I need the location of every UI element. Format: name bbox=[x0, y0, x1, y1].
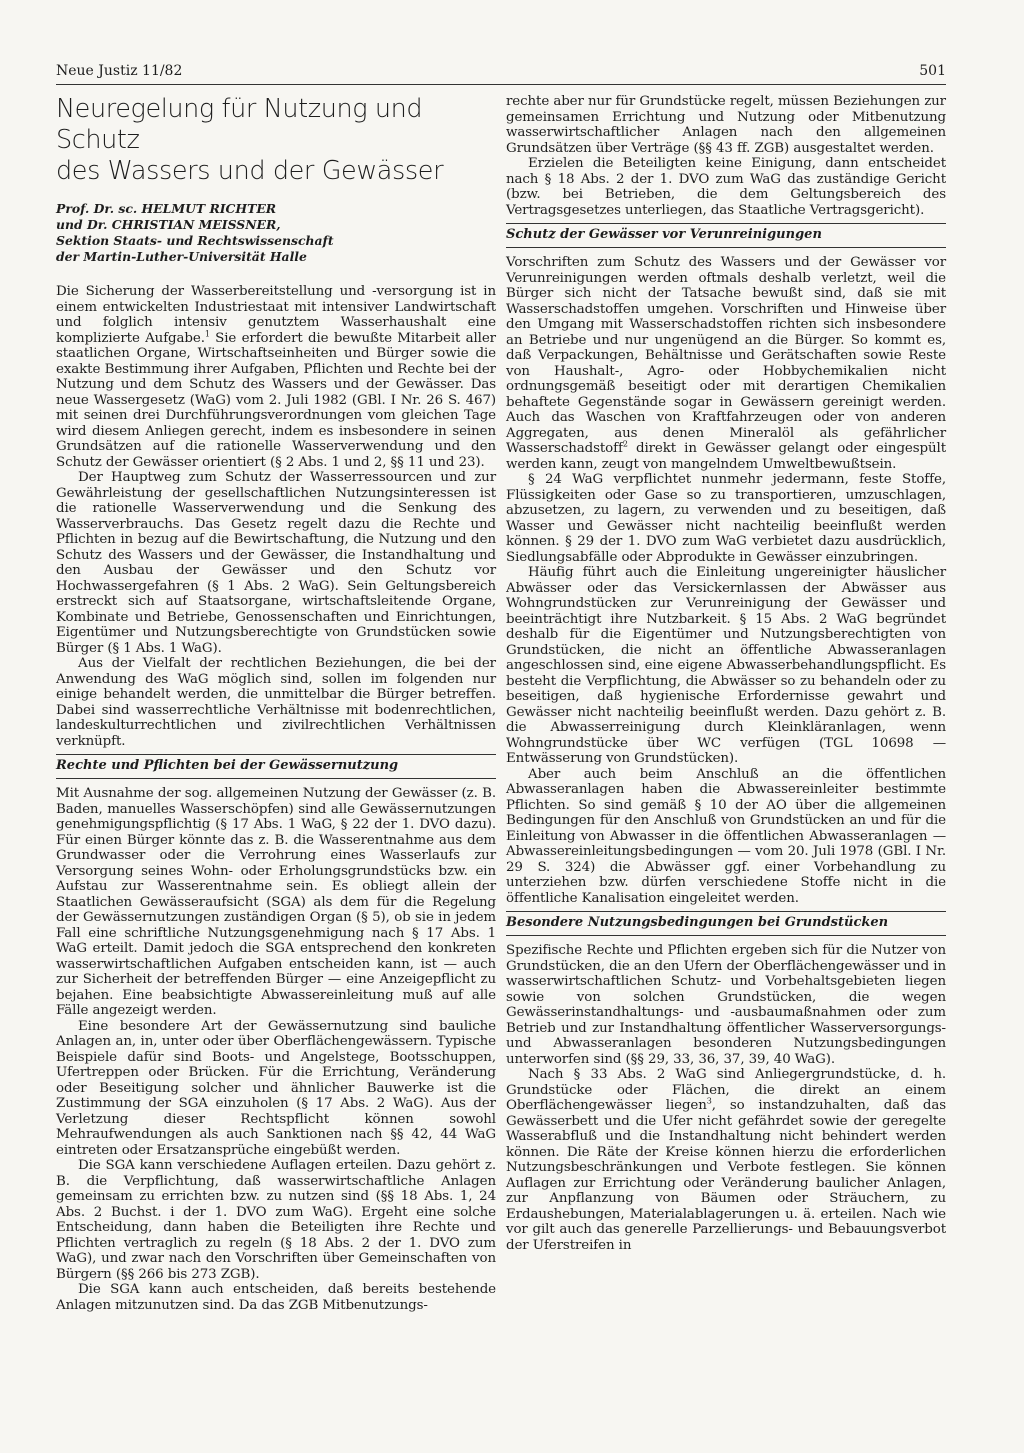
paragraph: Aber auch beim Anschluß an die öffentlichen Abwasseranlagen haben die Abwassereinleiter bestimmte Pflichten. So sind gemäß § 10 der AO über die allgemeinen Bedingungen für den Anschluß von Grundstücken an und für die Einleitung von Abwasser in die öffentlichen Abwasseranlagen — Abwassereinleitungsbedingungen — vom 20. Juli 1978 (GBl. I Nr. 29 S. 324) die Abwässer ggf. einer Vorbehandlung zu unterziehen bzw. dürfen verschiedene Stoffe nicht in die öffentliche Kanalisation eingeleitet werden. bbox=[506, 766, 946, 906]
journal-issue: Neue Justiz 11/82 bbox=[56, 63, 183, 79]
paragraph-text: Sie erfordert die bewußte Mitarbeit aller staatlichen Organe, Wirtschaftseinheiten und Bürger sowie die exakte Bestimmung ihrer Aufgaben, Pflichten und Rechte bei der Nutzung und dem Schutz des Wassers und der Gewässer. Das neue Wassergesetz (WaG) vom 2. Juli 1982 (GBl. I Nr. 26 S. 467) mit seinen drei Durchführungsverordnungen vom gleichen Tage wird diesem Anliegen gerecht, indem es insbesondere in seinen Grundsätzen auf die rationelle Wasserverwendung und den Schutz der Gewässer orientiert (§ 2 Abs. 1 und 2, §§ 11 und 23). bbox=[56, 330, 496, 470]
paragraph: Spezifische Rechte und Pflichten ergeben sich für die Nutzer von Grundstücken, die an den Ufern der Oberflächengewässer und in wasserwirtschaftlichen Schutz- und Vorbehaltsgebieten liegen sowie von solchen Grundstücken, die wegen Gewässerinstandhaltungs- und -ausbaumaßnahmen oder zum Betrieb und zur Instandhaltung öffentlicher Wasserversorgungs- und Abwasseranlagen besonderen Nutzungsbedingungen unterworfen sind (§§ 29, 33, 36, 37, 39, 40 WaG). bbox=[506, 943, 946, 1067]
paragraph: Eine besondere Art der Gewässernutzung sind bauliche Anlagen an, in, unter oder über Oberflächengewässern. Typische Beispiele dafür sind Boots- und Angelstege, Bootsschuppen, Ufertreppen oder Brücken. Für die Errichtung, Veränderung oder Beseitigung solcher und ähnlicher Bauwerke ist die Zustimmung der SGA einzuholen (§ 17 Abs. 2 WaG). Aus der Verletzung dieser Rechtspflicht können sowohl Mehraufwendungen als auch Sanktionen nach §§ 42, 44 WaG eintreten oder Ersatzansprüche eingebüßt werden. bbox=[56, 1018, 496, 1158]
paragraph bbox=[506, 1067, 946, 1253]
title-line-2: des Wassers und der Gewässer bbox=[56, 156, 444, 186]
running-head bbox=[56, 62, 946, 85]
paragraph-text: Die Sicherung der Wasserbereitstellung und -versorgung ist in einem entwickelten Industriestaat mit intensiver Landwirtschaft und folglich intensiv genutztem Wasserhaushalt eine komplizierte Aufgabe. bbox=[56, 284, 496, 346]
paragraph bbox=[506, 255, 946, 472]
author-line: Prof. Dr. sc. HELMUT RICHTER bbox=[56, 201, 277, 216]
paragraph-text: direkt in Gewässer gelangt oder eingespült werden kann, zeugt von mangelndem Umweltbewußtsein. bbox=[506, 441, 946, 472]
paragraph: Aus der Vielfalt der rechtlichen Beziehungen, die bei der Anwendung des WaG möglich sind, sollen im folgenden nur einige behandelt werden, die unmittelbar die Bürger betreffen. Dabei sind wasserrechtliche Verhältnisse mit bodenrechtlichen, landeskulturrechtlichen und zivilrechtlichen Verhältnissen verknüpft. bbox=[56, 656, 496, 749]
article-title bbox=[56, 94, 496, 187]
paragraph: Die SGA kann verschiedene Auflagen erteilen. Dazu gehört z. B. die Verpflichtung, daß wasserwirtschaftliche Anlagen gemeinsam zu errichten bzw. zu nutzen sind (§§ 18 Abs. 1, 24 Abs. 2 Buchst. i der 1. DVO zum WaG). Ergeht eine solche Entscheidung, dann haben die Beteiligten ihre Rechte und Pflichten vertraglich zu regeln (§ 18 Abs. 2 der 1. DVO zum WaG), und zwar nach den Vorschriften über Gemeinschaften von Bürgern (§§ 266 bis 273 ZGB). bbox=[56, 1158, 496, 1282]
page-number: 501 bbox=[919, 63, 946, 79]
left-column bbox=[56, 94, 496, 1313]
paragraph: rechte aber nur für Grundstücke regelt, müssen Beziehungen zur gemeinsamen Errichtung und Nutzung oder Mitbenutzung wasserwirtschaftlicher Anlagen nach den allgemeinen Grundsätzen über Verträge (§§ 43 ff. ZGB) ausgestaltet werden. bbox=[506, 94, 946, 156]
footnote-ref[interactable]: 3 bbox=[706, 1096, 712, 1106]
paragraph-text: Nach § 33 Abs. 2 WaG sind Anliegergrundstücke, d. h. Grundstücke oder Flächen, die direkt an einem Oberflächengewässer liegen bbox=[506, 1067, 946, 1113]
paragraph: Die SGA kann auch entscheiden, daß bereits bestehende Anlagen mitzunutzen sind. Da das ZGB Mitbenutzungs- bbox=[56, 1282, 496, 1313]
paragraph-text: Vorschriften zum Schutz des Wassers und der Gewässer vor Verunreinigungen werden oftmals deshalb verletzt, weil die Bürger sich nicht der Tatsache bewußt sind, daß sie mit Wasserschadstoffen umgehen. Vorschriften und Hinweise über den Umgang mit Wasserschadstoffen richten sich insbesondere an Betriebe und nur ungenügend an die Bürger. So kommt es, daß Verpackungen, Behältnisse und Gerätschaften sowie Reste von Haushalt-, Agro- oder Hobbychemikalien nicht ordnungsgemäß beseitigt oder mit derartigen Chemikalien behaftete Gegenstände sogar in Gewässern gereinigt werden. Auch das Waschen von Kraftfahrzeugen oder von anderen Aggregaten, aus denen Mineralöl als gefährlicher Wasserschadstoff bbox=[506, 255, 946, 456]
footnote-ref[interactable]: 1 bbox=[204, 329, 210, 339]
section-heading: Rechte und Pflichten bei der Gewässernutzung bbox=[56, 754, 496, 779]
paragraph: Mit Ausnahme der sog. allgemeinen Nutzung der Gewässer (z. B. Baden, manuelles Wasserschöpfen) sind alle Gewässernutzungen genehmigungspflichtig (§ 17 Abs. 1 WaG, § 22 der 1. DVO dazu). Für einen Bürger könnte das z. B. die Wasserentnahme aus dem Grundwasser oder die Verrohrung eines Wasserlaufs zur Versorgung seines Wohn- oder Erholungsgrundstücks bzw. ein Aufstau zur Wasserentnahme sein. Es obliegt allein der Staatlichen Gewässeraufsicht (SGA) als dem für die Regelung der Gewässernutzungen zuständigen Organ (§ 5), ob sie in jedem Fall eine schriftliche Nutzungsgenehmigung nach § 17 Abs. 1 WaG erteilt. Damit jedoch die SGA entsprechend den konkreten wasserwirtschaftlichen Aufgaben entscheiden kann, ist — auch zur Sicherheit der betreffenden Bürger — eine Anzeigepflicht zu bejahen. Eine beabsichtigte Abwassereinleitung muß auf alle Fälle angezeigt werden. bbox=[56, 786, 496, 1018]
author-line: Sektion Staats- und Rechtswissenschaft bbox=[56, 233, 334, 248]
author-line: der Martin-Luther-Universität Halle bbox=[56, 249, 307, 264]
paragraph: § 24 WaG verpflichtet nunmehr jedermann, feste Stoffe, Flüssigkeiten oder Gase so zu transportieren, umzuschlagen, abzusetzen, zu lagern, zu verwenden und zu beseitigen, daß Wasser und Gewässer nicht nachteilig beeinflußt werden können. § 29 der 1. DVO zum WaG verbietet dazu ausdrücklich, Siedlungsabfälle oder Abprodukte in Gewässer einzubringen. bbox=[506, 472, 946, 565]
paragraph: Der Hauptweg zum Schutz der Wasserressourcen und zur Gewährleistung der gesellschaftlichen Nutzungsinteressen ist die rationelle Wasserverwendung und die Senkung des Wasserverbrauchs. Das Gesetz regelt dazu die Rechte und Pflichten in bezug auf die Bewirtschaftung, die Nutzung und den Schutz des Wassers und der Gewässer, die Instandhaltung und den Ausbau der Gewässer und den Schutz vor Hochwassergefahren (§ 1 Abs. 2 WaG). Sein Geltungsbereich erstreckt sich auf Staatsorgane, wirtschaftsleitende Organe, Kombinate und Betriebe, Genossenschaften und Einrichtungen, Eigentümer und Nutzungsberechtigte von Grundstücken sowie Bürger (§ 1 Abs. 1 WaG). bbox=[56, 470, 496, 656]
title-line-1: Neuregelung für Nutzung und Schutz bbox=[56, 94, 423, 155]
paragraph: Häufig führt auch die Einleitung ungereinigter häuslicher Abwässer oder das Versickernlassen der Abwässer aus Wohngrundstücken zur Verunreinigung der Gewässer und beeinträchtigt ihre Nutzbarkeit. § 15 Abs. 2 WaG begründet deshalb für die Eigentümer und Nutzungsberechtigten von Grundstücken, die nicht an öffentliche Abwasseranlagen angeschlossen sind, eine eigene Abwasserbehandlungspflicht. Es besteht die Verpflichtung, die Abwässer so zu behandeln oder zu beseitigen, daß hygienische Erfordernisse gewahrt und Gewässer nicht nachteilig beeinflußt werden. Dazu gehört z. B. die Abwasserreinigung durch Kleinkläranlagen, wenn Wohngrundstücke über WC verfügen (TGL 10698 — Entwässerung von Grundstücken). bbox=[506, 565, 946, 766]
author-line: und Dr. CHRISTIAN MEISSNER, bbox=[56, 217, 281, 232]
paragraph bbox=[56, 284, 496, 470]
right-column bbox=[506, 94, 946, 1253]
section-heading: Besondere Nutzungsbedingungen bei Grundstücken bbox=[506, 911, 946, 936]
paragraph: Erzielen die Beteiligten keine Einigung, dann entscheidet nach § 18 Abs. 2 der 1. DVO zum WaG das zuständige Gericht (bzw. bei Betrieben, die dem Geltungsbereich des Vertragsgesetzes unterliegen, das Staatliche Vertragsgericht). bbox=[506, 156, 946, 218]
author-block bbox=[56, 201, 496, 265]
paragraph-text: , so instandzuhalten, daß das Gewässerbett und die Ufer nicht gefährdet sowie der geregelte Wasserabfluß und die Instandhaltung nicht behindert werden können. Die Räte der Kreise können hierzu die erforderlichen Nutzungsbeschränkungen und Verbote festlegen. Sie können Auflagen zur Errichtung oder Veränderung baulicher Anlagen, zur Anpflanzung von Bäumen oder Sträuchern, zu Erdaushebungen, Materialablagerungen u. ä. erteilen. Nach wie vor gilt auch das generelle Parzellierungs- und Bebauungsverbot der Uferstreifen in bbox=[506, 1098, 946, 1253]
section-heading: Schutz der Gewässer vor Verunreinigungen bbox=[506, 223, 946, 248]
footnote-ref[interactable]: 2 bbox=[622, 439, 628, 449]
